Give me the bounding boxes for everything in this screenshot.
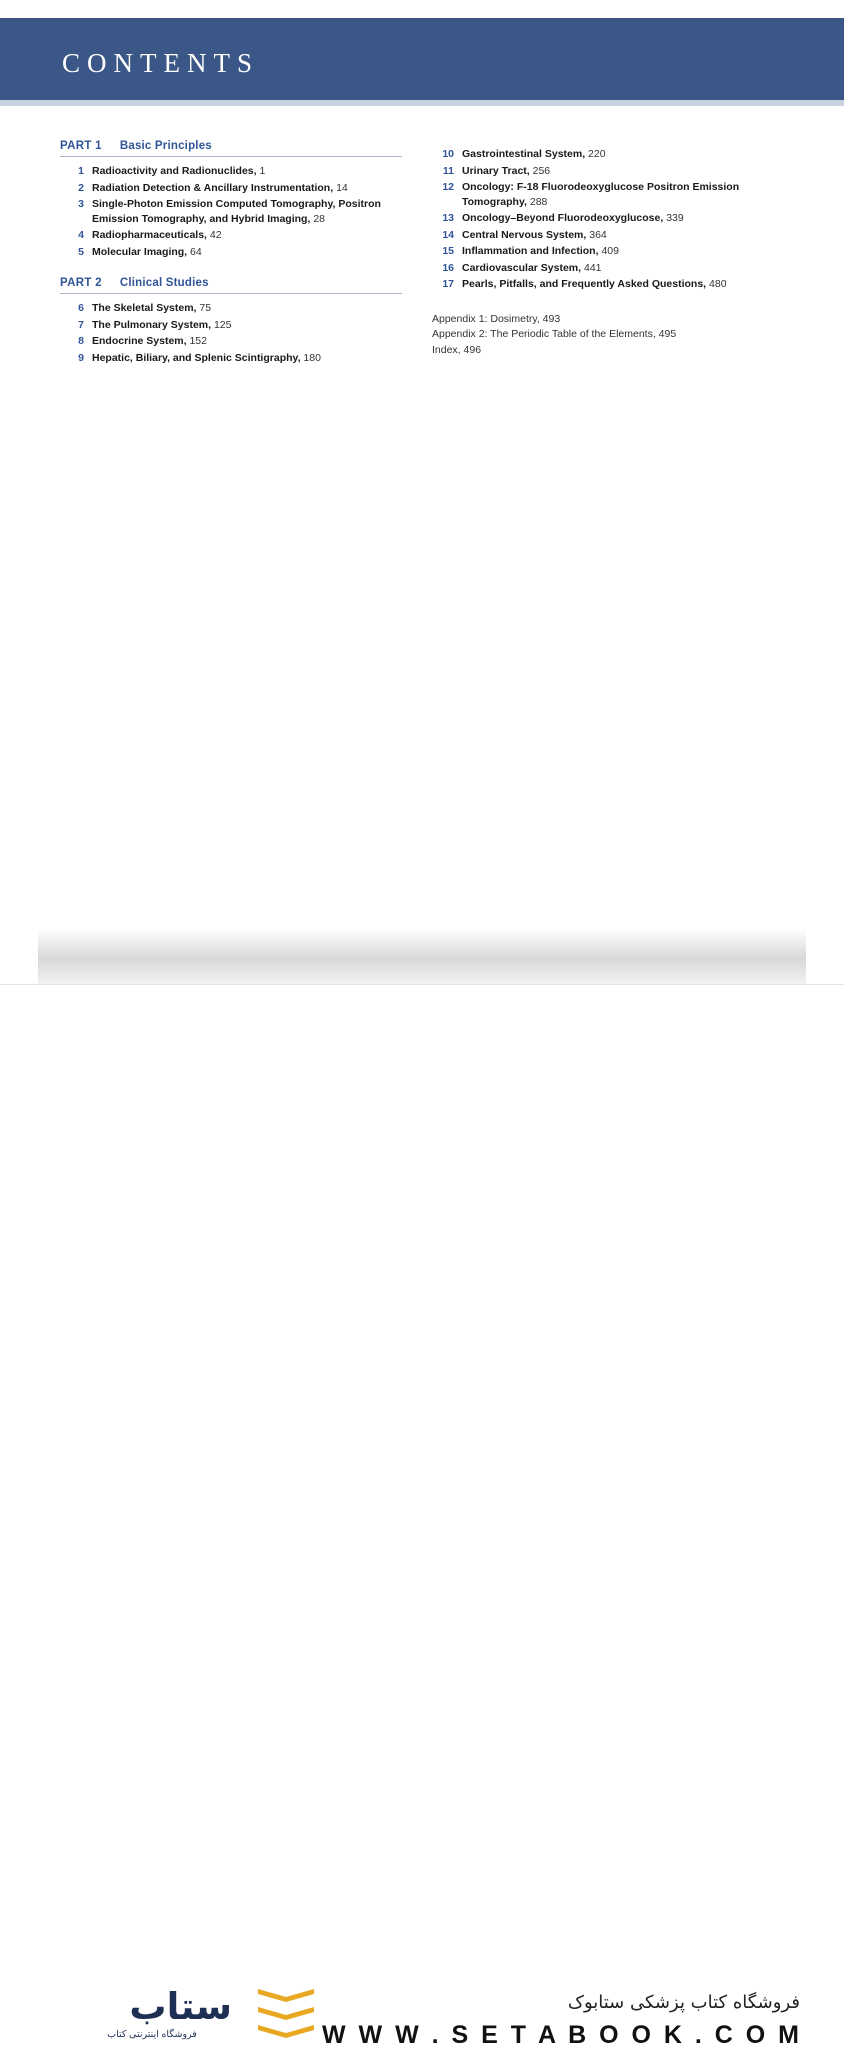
page-fade-gradient: [38, 928, 806, 984]
entry-page: 288: [529, 195, 548, 208]
list-item[interactable]: [60, 164, 405, 179]
entry-page: 64: [190, 245, 202, 258]
chevron-bar-2: [258, 2007, 314, 2020]
entry-title: Oncology: F-18 Fluorodeoxyglucose Positron Emission Tomography, 288: [462, 181, 740, 208]
entry-number: 5: [78, 245, 84, 258]
entry-title: Endocrine System, 152: [92, 335, 207, 347]
entry-number: 8: [78, 335, 84, 347]
chevron-bar-1: [258, 1989, 314, 2002]
entry-page: 220: [588, 148, 606, 160]
entry-page: 339: [666, 212, 684, 224]
entry-page: 180: [303, 351, 321, 364]
entry-number: 3: [78, 198, 84, 210]
list-item[interactable]: [430, 164, 775, 179]
list-item[interactable]: [60, 334, 405, 349]
part-heading-2: [60, 277, 405, 289]
list-item[interactable]: [60, 181, 405, 196]
list-item[interactable]: [430, 244, 775, 259]
list-item[interactable]: [60, 351, 405, 366]
entry-page: 409: [601, 245, 619, 257]
list-item[interactable]: Index, 496: [432, 343, 482, 356]
entry-number: 4: [78, 229, 84, 241]
entry-page: 152: [189, 335, 207, 347]
entry-page: 28: [313, 212, 325, 225]
logo-wordmark: ستاب: [129, 1985, 232, 2028]
list-item[interactable]: [60, 245, 405, 260]
entry-number: 17: [442, 278, 454, 290]
part-title: Clinical Studies: [119, 277, 209, 289]
header-divider: [0, 100, 844, 106]
list-item[interactable]: Appendix 1: Dosimetry, 493: [432, 312, 561, 325]
entry-number: 6: [78, 302, 84, 314]
entry-title: Cardiovascular System, 441: [462, 261, 602, 274]
list-item[interactable]: [60, 318, 405, 333]
entry-page: 14: [336, 181, 348, 194]
part-title: Basic Principles: [119, 140, 212, 152]
entry-title: Hepatic, Biliary, and Splenic Scintigraphy, 180: [92, 351, 321, 364]
list-item[interactable]: [430, 261, 775, 276]
entry-number: 9: [78, 351, 84, 364]
appendix-list: [432, 312, 775, 359]
entry-title: Pearls, Pitfalls, and Frequently Asked Questions, 480: [462, 278, 727, 290]
logo-subtitle: فروشگاه اینترنتی کتاب: [107, 2029, 197, 2040]
entry-title: The Pulmonary System, 125: [92, 318, 232, 331]
entry-page: 125: [213, 318, 232, 331]
entry-number: 7: [78, 318, 84, 331]
entry-title: Radioactivity and Radionuclides, 1: [92, 165, 266, 177]
footer-band: [0, 984, 844, 2049]
part-divider: [60, 156, 402, 157]
entry-page: 364: [589, 228, 607, 241]
entry-title: Radiopharmaceuticals, 42: [92, 229, 222, 241]
entry-page: 480: [709, 278, 727, 290]
entry-title: Central Nervous System, 364: [462, 228, 607, 241]
chevron-bar-3: [258, 2025, 314, 2038]
part-block-1: [60, 140, 405, 259]
footer-tagline: فروشگاه کتاب پزشکی ستابوک: [567, 1992, 800, 2013]
entry-number: 16: [442, 261, 454, 274]
entry-title: Gastrointestinal System, 220: [462, 148, 606, 160]
entry-number: 11: [442, 164, 454, 177]
list-item[interactable]: [430, 228, 775, 243]
entry-number: 10: [442, 148, 454, 160]
part-label: PART 2: [60, 277, 102, 289]
entry-number: 2: [78, 181, 84, 194]
list-item[interactable]: [60, 228, 405, 243]
entry-number: 14: [442, 228, 454, 241]
entry-number: 13: [442, 212, 454, 224]
entry-number: 12: [442, 181, 454, 193]
toc-left-column: [60, 140, 405, 383]
list-item[interactable]: [430, 211, 775, 226]
entry-title: Oncology–Beyond Fluorodeoxyglucose, 339: [462, 212, 684, 224]
entry-page: 75: [199, 302, 212, 314]
part-block-2: [60, 277, 405, 365]
entry-title: Molecular Imaging, 64: [92, 245, 202, 258]
page-title: CONTENTS: [62, 48, 259, 78]
part-heading-1: [60, 140, 405, 152]
entry-number: 15: [442, 245, 454, 257]
list-item[interactable]: Appendix 2: The Periodic Table of the Elements, 495: [432, 328, 677, 340]
footer-website-url[interactable]: W W W . S E T A B O O K . C O M: [321, 2021, 802, 2049]
entry-page: 1: [259, 165, 266, 177]
list-item[interactable]: [430, 180, 775, 209]
list-item[interactable]: [430, 147, 775, 162]
list-item[interactable]: [60, 197, 405, 226]
list-item[interactable]: [60, 301, 405, 316]
entry-title: Urinary Tract, 256: [462, 164, 551, 177]
setabook-logo[interactable]: [72, 1987, 232, 2047]
entry-title: The Skeletal System, 75: [92, 302, 212, 314]
part-divider: [60, 293, 402, 294]
entry-page: 441: [583, 261, 602, 274]
part-label: PART 1: [60, 140, 102, 152]
entry-page: 42: [209, 229, 222, 241]
toc-right-column: [430, 147, 775, 358]
list-item[interactable]: [430, 277, 775, 292]
entry-page: 256: [532, 164, 551, 177]
entry-title: Inflammation and Infection, 409: [462, 245, 619, 257]
entry-number: 1: [78, 165, 84, 177]
chevron-icon: [258, 1989, 322, 2047]
entry-title: Radiation Detection & Ancillary Instrumentation, 14: [92, 181, 348, 194]
entry-title: Single-Photon Emission Computed Tomography, Positron Emission Tomography, and Hybrid Imaging, 28: [92, 198, 381, 225]
